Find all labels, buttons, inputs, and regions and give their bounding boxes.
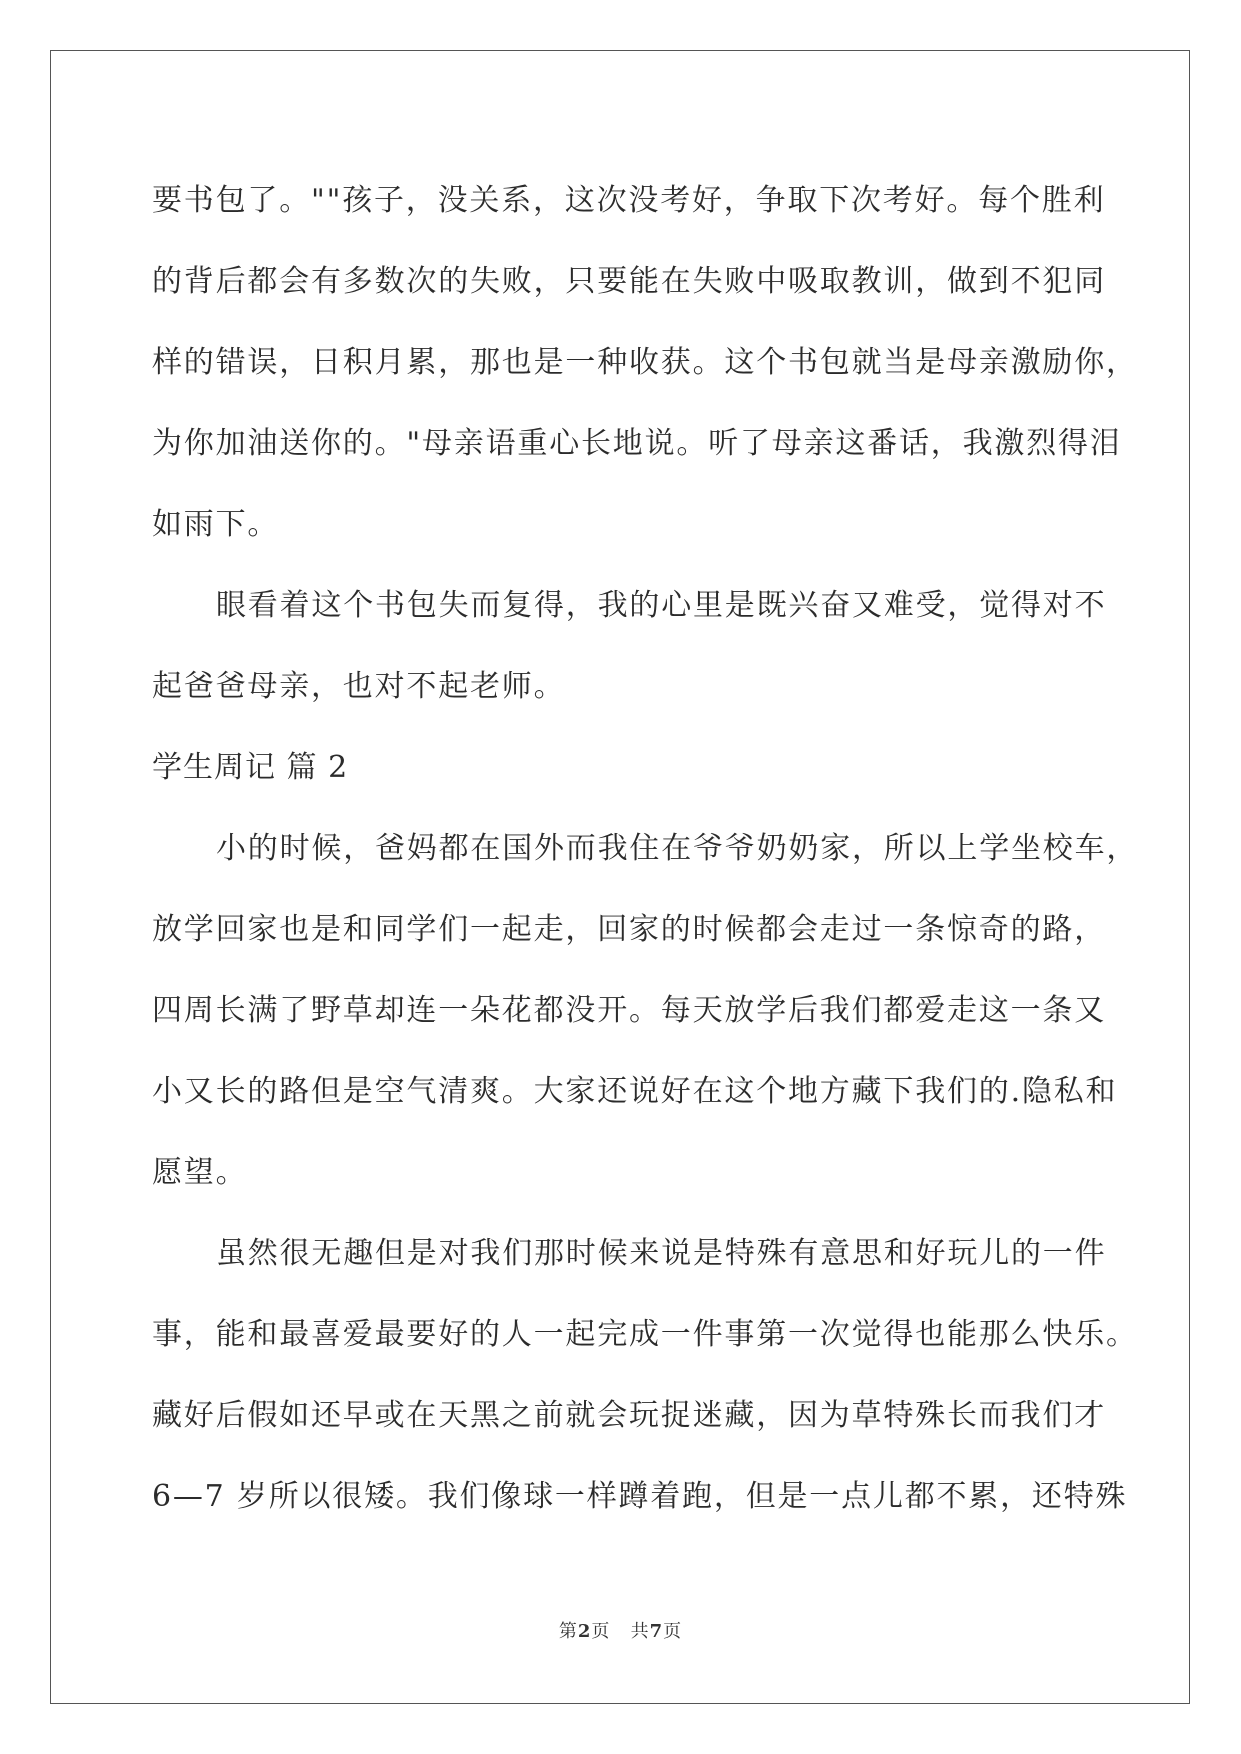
- document-body: [152, 160, 1139, 1537]
- page-number-suffix: 页: [591, 1621, 611, 1642]
- paragraph-line: 眼看着这个书包失而复得，我的心里是既兴奋又难受，觉得对不: [216, 588, 1107, 623]
- section-heading: 学生周记 篇 2: [152, 750, 349, 785]
- page-total-count: 7: [649, 1621, 664, 1642]
- page-total-prefix: 共: [630, 1621, 650, 1642]
- paragraph-line: 如雨下。: [152, 507, 280, 542]
- paragraph-line: 的背后都会有多数次的失败，只要能在失败中吸取教训，做到不犯同: [152, 264, 1106, 299]
- paragraph-line: 要书包了。""孩子，没关系，这次没考好，争取下次考好。每个胜利: [152, 183, 1106, 218]
- paragraph-line: 藏好后假如还早或在天黑之前就会玩捉迷藏，因为草特殊长而我们才: [152, 1398, 1106, 1433]
- page-total-suffix: 页: [663, 1621, 683, 1642]
- page-number-current: 2: [577, 1621, 592, 1642]
- paragraph-line: 起爸爸母亲，也对不起老师。: [152, 669, 566, 704]
- paragraph-line: 小的时候，爸妈都在国外而我住在爷爷奶奶家，所以上学坐校车，: [216, 831, 1139, 866]
- paragraph-line: 四周长满了野草却连一朵花都没开。每天放学后我们都爱走这一条又: [152, 993, 1106, 1028]
- page-number-prefix: 第: [558, 1621, 578, 1642]
- paragraph-line: 为你加油送你的。"母亲语重心长地说。听了母亲这番话，我激烈得泪: [152, 426, 1122, 461]
- paragraph-line: 小又长的路但是空气清爽。大家还说好在这个地方藏下我们的.隐私和: [152, 1074, 1118, 1109]
- paragraph-line: 事，能和最喜爱最要好的人一起完成一件事第一次觉得也能那么快乐。: [152, 1317, 1138, 1352]
- paragraph-line: 虽然很无趣但是对我们那时候来说是特殊有意思和好玩儿的一件: [216, 1236, 1107, 1271]
- paragraph-line: 样的错误，日积月累，那也是一种收获。这个书包就当是母亲激励你，: [152, 345, 1138, 380]
- page-footer: [0, 1617, 1241, 1643]
- paragraph-line: 放学回家也是和同学们一起走，回家的时候都会走过一条惊奇的路，: [152, 912, 1106, 947]
- paragraph-line: 6—7 岁所以很矮。我们像球一样蹲着跑，但是一点儿都不累，还特殊: [152, 1479, 1128, 1514]
- paragraph-line: 愿望。: [152, 1155, 248, 1190]
